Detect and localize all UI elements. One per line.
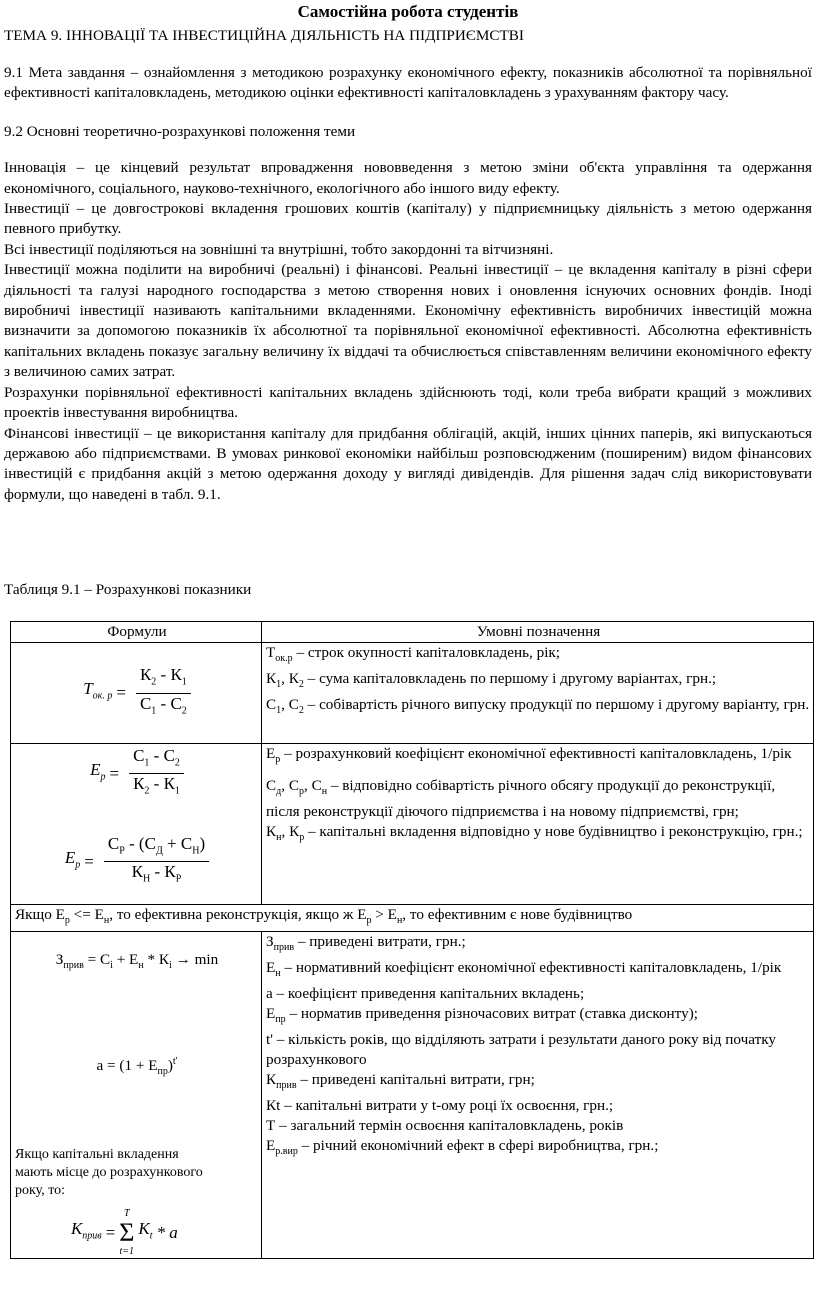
reconstruction-formula: $E_р$ = $\frac{С_Р - (С_Д + С_Н)}{К_Н - К_Р}$ [15, 834, 259, 890]
theme-heading: ТЕМА 9. ІННОВАЦІЇ ТА ІНВЕСТИЦІЙНА ДІЯЛЬНІСТЬ НА ПІДПРИЄМСТВІ [4, 27, 524, 44]
notation-line: $Е_н$ – нормативний коефіцієнт економічної ефективності капіталовкладень, 1/рік [266, 959, 782, 980]
header-notation: Умовні позначення [262, 622, 814, 643]
formula-reduced-costs [11, 932, 262, 1259]
table-row [11, 744, 814, 905]
document-page [0, 2, 816, 1296]
notation-line: $Е_{р.вир}$ – річний економічний ефект в сфері виробництва, грн.; [266, 1137, 659, 1158]
reduced-capital-formula: $К_{прив}$ = T Σ t=1 $K_t$ * a [71, 1208, 178, 1258]
notation-line: $К_н$, $К_р$ – капітальні вкладення відповідно у нове будівництво і реконструкцію, грн.; [266, 823, 803, 844]
notation-line: $С_1$, $С_2$ – собівартість річного випуску продукції по першому і другому варіанту, грн. [266, 696, 810, 717]
formula-efficiency [11, 744, 262, 905]
notation-line: $К_1$, $К_2$ – сума капіталовкладень по першому і другому варіантах, грн.; [266, 670, 717, 691]
notation-line: Кt – капітальні витрати у t-ому році їх освоєння, грн.; [266, 1097, 614, 1115]
paragraph-comparative: Розрахунки порівняльної ефективності капітальних вкладень здійснюють тоді, коли треба вибрати кращий з можливих проектів інвестування виробництва. [4, 383, 812, 422]
purpose-paragraph: 9.1 Мета завдання – ознайомлення з методикою розрахунку економічного ефекту, показників абсолютної та порівняльної ефективності капіталовкладень, методикою оцінки ефективності капіталовкладень з урахуванням фактору часу. [4, 64, 812, 102]
prior-investments-label: Якщо капітальні вкладення мають місце до розрахункового року, то: [15, 1147, 203, 1199]
header-formulas: Формули [11, 622, 262, 643]
notation-line: Т – загальний термін освоєння капіталовкладень, років [266, 1117, 624, 1135]
notation-line: а – коефіцієнт приведення капітальних вкладень; [266, 985, 585, 1003]
formula-payback [11, 643, 262, 744]
table-row [11, 643, 814, 744]
notation-line: $Е_р$ – розрахунковий коефіцієнт економічної ефективності капіталовкладень, 1/рік [266, 745, 792, 766]
notation-line: $Е_{пр}$ – норматив приведення різночасових витрат (ставка дисконту); [266, 1005, 698, 1026]
notation-line: t' – кількість років, що відділяють затрати і результати даного року від початку розрахункового [266, 1031, 776, 1069]
reduced-costs-formula: $З_{прив} = С_і + Е_н * К_і \to \min$ [55, 951, 219, 972]
paragraph-financial: Фінансові інвестиції – це використання капіталу для придбання облігацій, акцій, інших цінних паперів, які випускаються державою або підприємствами. В умовах ринкової економіки найбільш розповсюдженим (поширеним) видом фінансових інвестицій є придбання акцій з метою одержання доходу у вигляді дивідендів. Для рішення задач слід використовувати формули, що наведені в табл. 9.1. [4, 424, 812, 503]
notation-payback [262, 643, 814, 744]
condition-cell: Якщо $Е_р <= Е_н$, то ефективна реконструкція, якщо ж $Е_р > Е_н$, то ефективним є нове будівництво [11, 905, 814, 932]
payback-numerator: $К_2 - К_1$ [136, 665, 191, 693]
paragraph-classification: Всі інвестиції поділяються на зовнішні та внутрішні, тобто закордонні та вітчизняні. [4, 240, 554, 258]
payback-denominator: $С_1 - С_2$ [139, 693, 187, 716]
paragraph-real-investments: Інвестиції можна поділити на виробничі (реальні) і фінансові. Реальні інвестиції – це вкладення капіталу в різні сфери діяльності та галузі народного господарства з метою створення нових і оновлення існуючих основних фондів. Іноді виробничі інвестиції називають капітальними вкладеннями. Економічну ефективність виробничих інвестицій можна визначити за допомогою показників їх абсолютної та порівняльної економічної ефективності. Абсолютна ефективність капітальних вкладень показує загальну величину їх віддачі та обчислюється співставленням величини економічного ефекту з величиною самих затрат. [4, 261, 812, 381]
section-heading: 9.2 Основні теоретично-розрахункові положення теми [4, 122, 356, 140]
table-header-row [11, 622, 814, 643]
table-row [11, 905, 814, 932]
notation-line: $С_д$, $С_р$, $С_н$ – відповідно собівартість річного обсягу продукції до реконструкції, після реконструкції діючого підприємства і на новому підприємстві, грн; [266, 777, 776, 821]
notation-reduced-costs [262, 932, 814, 1259]
efficiency-formula: $E_р$ = $\frac{С_1 - С_2}{К_2 - К_1}$ [15, 746, 259, 802]
notation-line: $Т_{ок.р}$ – строк окупності капіталовкладень, рік; [266, 644, 561, 665]
formulas-table [10, 621, 814, 1259]
table-row [11, 932, 814, 1259]
theory-text [2, 158, 814, 505]
page-title: Самостійна робота студентів [297, 2, 519, 21]
table-caption: Таблиця 9.1 – Розрахункові показники [4, 581, 252, 598]
notation-line: $К_{прив}$ – приведені капітальні витрати, грн; [266, 1071, 535, 1092]
notation-line: $З_{прив}$ – приведені витрати, грн.; [266, 933, 466, 954]
coefficient-formula: $а = (1 + Е_{пр})^{t'}$ [96, 1056, 178, 1078]
payback-formula: $T_{ок. р}$ = $\frac{К_2 - К_1}{С_1 - С_2}$ [15, 665, 259, 721]
notation-efficiency [262, 744, 814, 905]
paragraph-investments: Інвестиції – це довгострокові вкладення грошових коштів (капіталу) у підприємницьку діяльність з метою одержання певного прибутку. [4, 200, 812, 238]
paragraph-innovation: Інновація – це кінцевий результат впровадження нововведення з метою зміни об'єкта управління та одержання економічного, соціального, науково-технічного, екологічного або іншого виду ефекту. [4, 159, 812, 197]
